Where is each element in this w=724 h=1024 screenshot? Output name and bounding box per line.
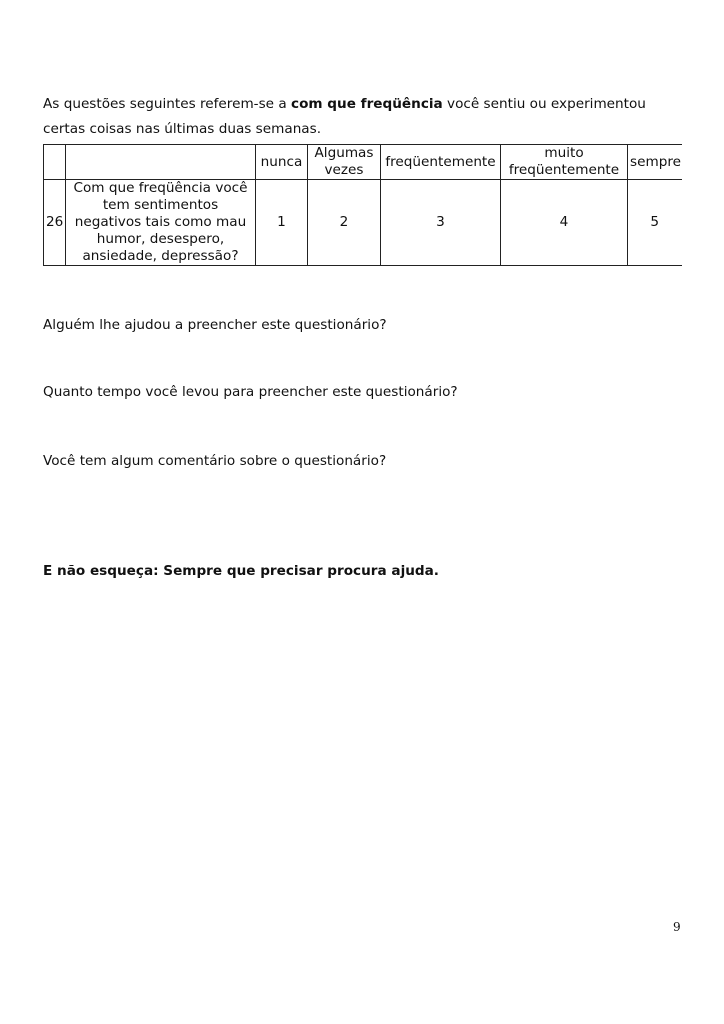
option-nunca[interactable]: 1 xyxy=(256,180,308,266)
header-cell-frequentemente: freqüentemente xyxy=(381,145,501,180)
table-header-row xyxy=(44,145,682,180)
header-cell-sempre: sempre xyxy=(628,145,682,180)
table-row xyxy=(44,180,682,266)
question-number: 26 xyxy=(44,180,66,266)
frequency-table xyxy=(43,144,682,266)
option-sempre[interactable]: 5 xyxy=(628,180,682,266)
header-cell-muito-frequentemente: muito freqüentemente xyxy=(501,145,628,180)
intro-emphasis: com que freqüência xyxy=(291,96,443,112)
header-cell-question xyxy=(66,145,256,180)
closing-message: E não esqueça: Sempre que precisar procura ajuda. xyxy=(43,563,439,579)
question-comments: Você tem algum comentário sobre o questionário? xyxy=(43,453,387,469)
page-number: 9 xyxy=(673,920,681,934)
header-cell-algumas-vezes: Algumas vezes xyxy=(308,145,381,180)
header-cell-number xyxy=(44,145,66,180)
header-cell-nunca: nunca xyxy=(256,145,308,180)
intro-paragraph xyxy=(43,92,683,142)
option-frequentemente[interactable]: 3 xyxy=(381,180,501,266)
option-muito-frequentemente[interactable]: 4 xyxy=(501,180,628,266)
option-algumas-vezes[interactable]: 2 xyxy=(308,180,381,266)
question-text: Com que freqüência você tem sentimentos negativos tais como mau humor, desespero, ansiedade, depressão? xyxy=(66,180,256,266)
intro-text: As questões seguintes referem-se a xyxy=(43,96,292,112)
question-helped: Alguém lhe ajudou a preencher este questionário? xyxy=(43,317,387,333)
intro-text-end: você sentiu ou experimentou certas coisas nas últimas duas semanas. xyxy=(43,96,646,137)
question-time-taken: Quanto tempo você levou para preencher este questionário? xyxy=(43,384,458,400)
